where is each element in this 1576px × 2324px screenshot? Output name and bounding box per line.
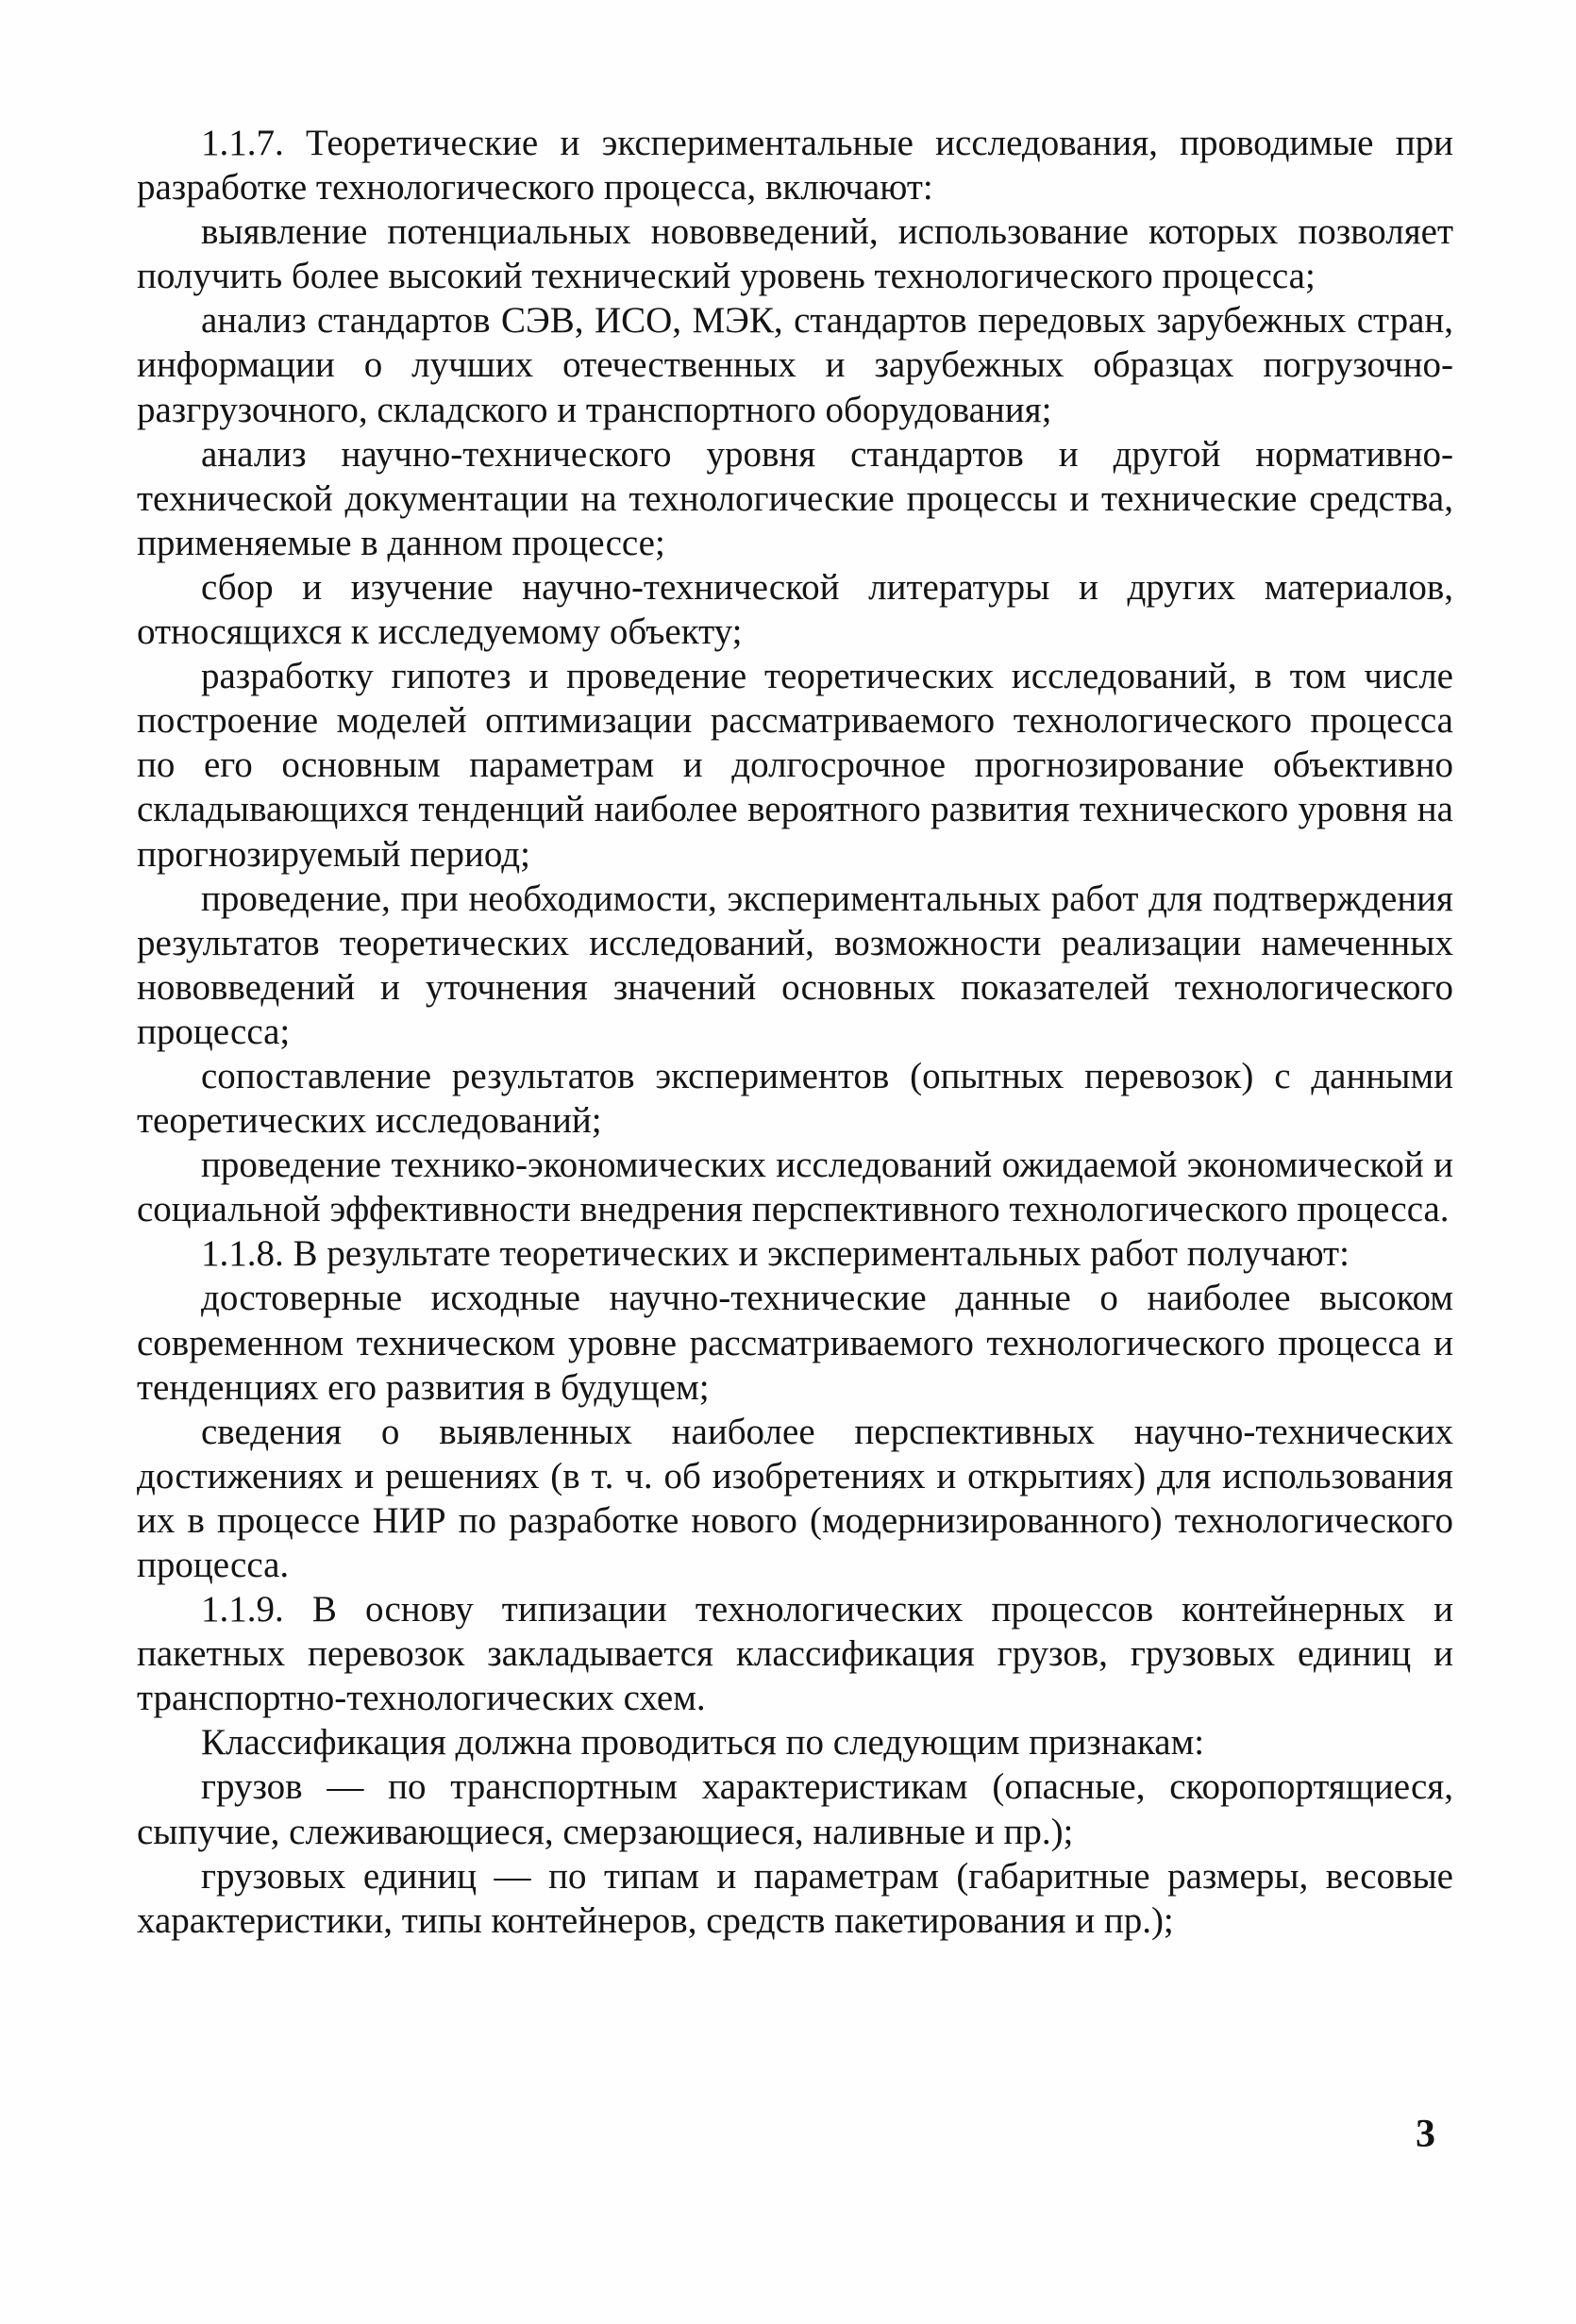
document-body: [137, 121, 1453, 1943]
paragraph-1-1-7-heading: 1.1.7. Теоретические и экспериментальные исследования, проводимые при разработке технологического процесса, включают:: [137, 123, 1453, 209]
paragraph-classification: Классификация должна проводиться по следующим признакам:: [201, 1722, 1205, 1764]
paragraph-innovations: выявление потенциальных нововведений, использование которых позволяет получить более высокий технический уровень технологического процесса;: [137, 211, 1453, 297]
paragraph-cargo-types: грузов — по транспортным характеристикам (опасные, скоропортящиеся, сыпучие, слеживающиеся, смерзающиеся, наливные и пр.);: [137, 1766, 1453, 1852]
paragraph-literature-collection: сбор и изучение научно-технической литературы и других материалов, относящихся к исследуемому объекту;: [137, 566, 1453, 653]
paragraph-reliable-data: достоверные исходные научно-технические данные о наиболее высоком современном техническом уровне рассматриваемого технологического процесса и тенденциях его развития в будущем;: [137, 1278, 1453, 1408]
paragraph-1-1-8-heading: 1.1.8. В результате теоретических и экспериментальных работ получают:: [201, 1233, 1350, 1275]
paragraph-hypotheses: разработку гипотез и проведение теоретических исследований, в том числе построение моделей оптимизации рассматриваемого технологического процесса по его основным параметрам и долгосрочное прогнозирование объективно складывающихся тенденций наиболее вероятного развития технического уровня на прогнозируемый период;: [137, 656, 1453, 875]
paragraph-1-1-9-heading: 1.1.9. В основу типизации технологических процессов контейнерных и пакетных перевозок закладывается классификация грузов, грузовых единиц и транспортно-технологических схем.: [137, 1589, 1453, 1719]
paragraph-technical-level-analysis: анализ научно-технического уровня стандартов и другой нормативно-технической документации на технологические процессы и технические средства, применяемые в данном процессе;: [137, 433, 1453, 563]
paragraph-achievements: сведения о выявленных наиболее перспективных научно-технических достижениях и решениях (в т. ч. об изобретениях и открытиях) для использования их в процессе НИР по разработке нового (модернизированного) технологического процесса.: [137, 1411, 1453, 1585]
paragraph-cargo-units: грузовых единиц — по типам и параметрам (габаритные размеры, весовые характеристики, типы контейнеров, средств пакетирования и пр.);: [137, 1855, 1453, 1941]
page-number: 3: [1416, 2113, 1435, 2156]
paragraph-economic-research: проведение технико-экономических исследований ожидаемой экономической и социальной эффективности внедрения перспективного технологического процесса.: [137, 1145, 1453, 1230]
paragraph-comparison: сопоставление результатов экспериментов (опытных перевозок) с данными теоретических исследований;: [137, 1055, 1453, 1142]
paragraph-standards-analysis: анализ стандартов СЭВ, ИСО, МЭК, стандартов передовых зарубежных стран, информации о лучших отечественных и зарубежных образцах погрузочно-разгрузочного, складского и транспортного оборудования;: [137, 300, 1453, 430]
paragraph-experimental-work: проведение, при необходимости, экспериментальных работ для подтверждения результатов теоретических исследований, возможности реализации намеченных нововведений и уточнения значений основных показателей технологического процесса;: [137, 878, 1453, 1052]
